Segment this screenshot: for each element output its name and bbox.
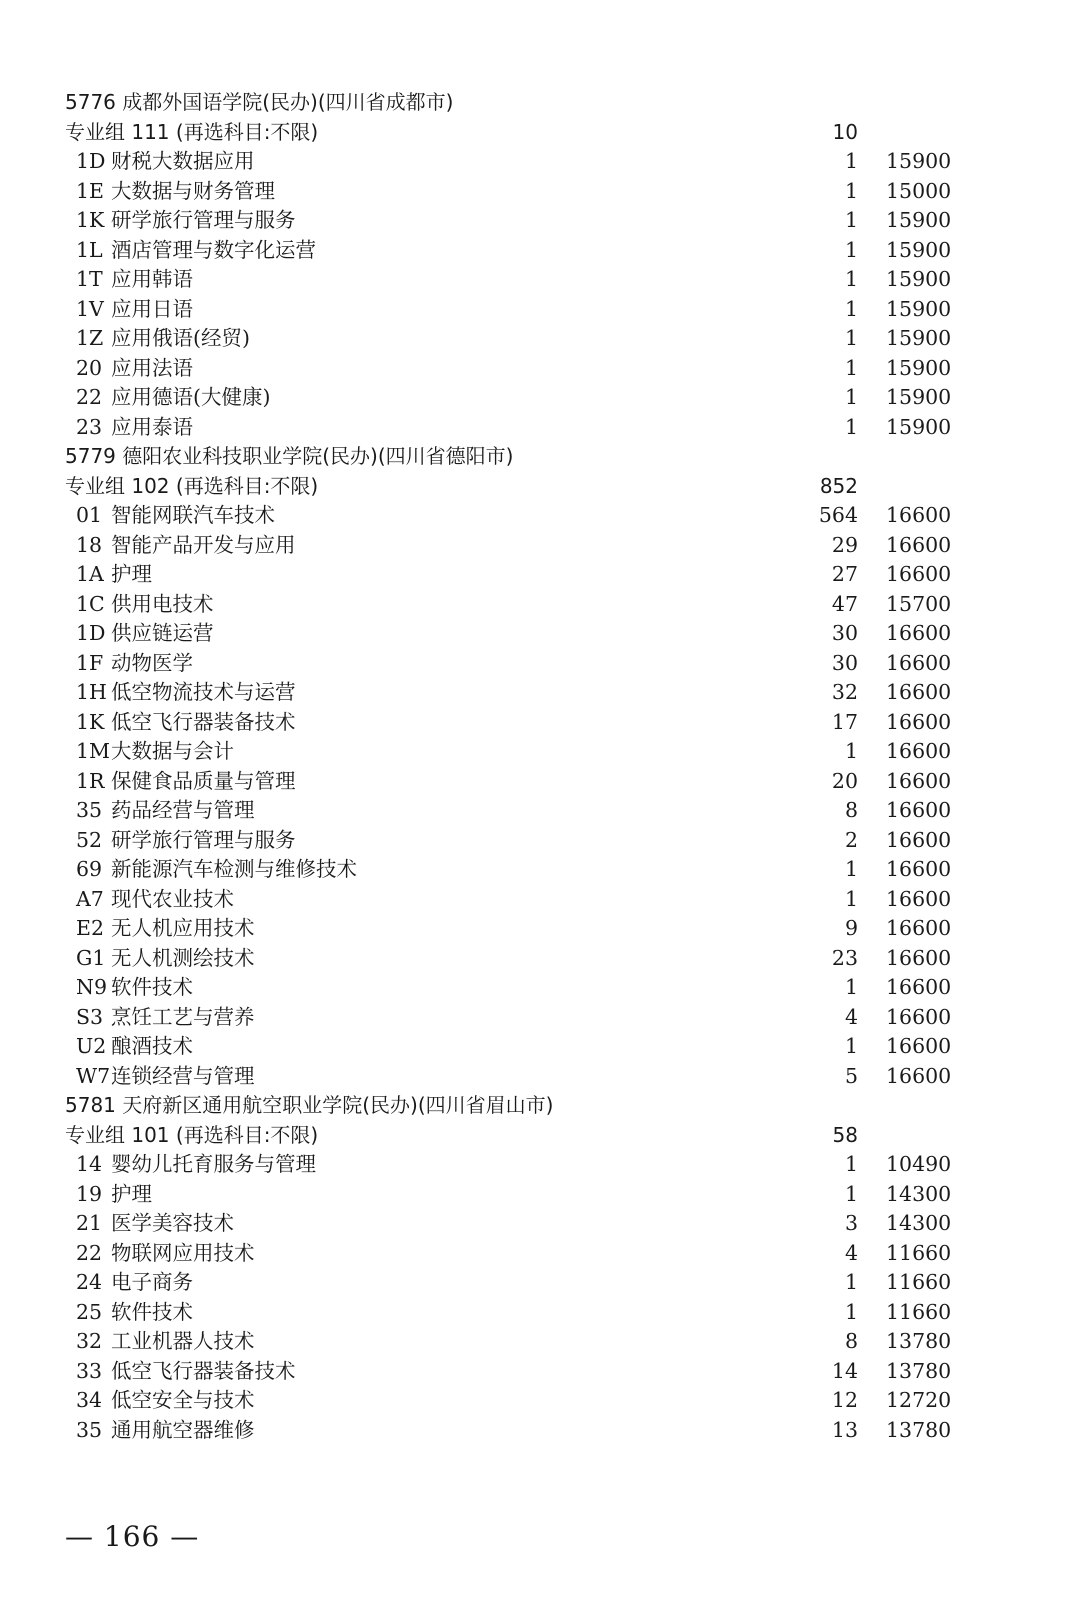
major-name: 新能源汽车检测与维修技术 — [111, 857, 357, 881]
tuition-fee: 16600 — [886, 945, 952, 970]
major-code: 22 — [76, 1240, 103, 1265]
college-header — [0, 88, 1080, 118]
major-code: 25 — [76, 1299, 103, 1324]
plan-count: 1 — [844, 857, 858, 881]
major-row — [0, 973, 1080, 1003]
plan-count: 30 — [831, 621, 858, 645]
major-name: 低空物流技术与运营 — [111, 680, 296, 704]
page-number: — 166 — — [65, 1520, 200, 1553]
major-row — [0, 147, 1080, 177]
plan-count: 1 — [844, 178, 858, 203]
major-name: 护理 — [111, 1181, 152, 1206]
major-code: 35 — [76, 798, 103, 822]
tuition-fee: 16600 — [886, 916, 952, 940]
major-row — [0, 1386, 1080, 1416]
plan-count: 1 — [844, 385, 858, 409]
major-row — [0, 1239, 1080, 1269]
plan-count: 1 — [844, 326, 858, 350]
group-total-plan: 58 — [832, 1122, 858, 1147]
major-name: 应用泰语 — [111, 414, 193, 439]
major-code: 23 — [76, 414, 103, 439]
major-name: 软件技术 — [111, 975, 193, 999]
admission-listing — [0, 88, 1080, 1445]
major-row — [0, 619, 1080, 649]
plan-count: 1 — [844, 1152, 858, 1176]
major-group-header — [0, 118, 1080, 148]
plan-count: 1 — [844, 739, 858, 763]
plan-count: 30 — [831, 650, 858, 675]
tuition-fee: 14300 — [886, 1211, 952, 1235]
tuition-fee: 15900 — [886, 385, 952, 409]
tuition-fee: 10490 — [886, 1152, 952, 1176]
major-name: 研学旅行管理与服务 — [111, 827, 296, 852]
major-name: 现代农业技术 — [111, 886, 234, 911]
plan-count: 14 — [831, 1358, 858, 1383]
major-code: E2 — [76, 916, 105, 940]
tuition-fee: 16600 — [886, 1004, 952, 1029]
major-row — [0, 501, 1080, 531]
plan-count: 9 — [844, 916, 858, 940]
major-row — [0, 295, 1080, 325]
major-row — [0, 826, 1080, 856]
tuition-fee: 11660 — [886, 1299, 952, 1324]
major-name: 物联网应用技术 — [111, 1240, 255, 1265]
major-code: 1L — [76, 237, 103, 262]
major-row — [0, 944, 1080, 974]
major-code: 1A — [76, 562, 104, 586]
major-name: 无人机应用技术 — [111, 916, 255, 940]
college-title: 5781 天府新区通用航空职业学院(民办)(四川省眉山市) — [65, 1093, 554, 1117]
major-code: 01 — [76, 503, 103, 527]
major-name: 婴幼儿托育服务与管理 — [111, 1152, 316, 1176]
group-label: 专业组 101 (再选科目:不限) — [65, 1122, 319, 1147]
tuition-fee: 16600 — [886, 503, 952, 527]
major-code: 1F — [76, 650, 104, 675]
plan-count: 5 — [844, 1063, 858, 1088]
plan-count: 1 — [844, 414, 858, 439]
major-code: 24 — [76, 1270, 103, 1294]
major-name: 应用韩语 — [111, 267, 193, 291]
major-code: 1K — [76, 208, 105, 232]
major-name: 低空飞行器装备技术 — [111, 1358, 296, 1383]
major-code: 32 — [76, 1329, 103, 1353]
tuition-fee: 16600 — [886, 680, 952, 704]
major-code: 52 — [76, 827, 103, 852]
major-row — [0, 560, 1080, 590]
major-name: 无人机测绘技术 — [111, 945, 255, 970]
major-code: 21 — [76, 1211, 103, 1235]
major-code: 1C — [76, 591, 105, 616]
major-name: 通用航空器维修 — [111, 1417, 255, 1442]
major-name: 医学美容技术 — [111, 1211, 234, 1235]
tuition-fee: 16600 — [886, 857, 952, 881]
major-name: 低空安全与技术 — [111, 1388, 255, 1412]
major-row — [0, 206, 1080, 236]
major-code: 19 — [76, 1181, 103, 1206]
major-code: 1E — [76, 178, 105, 203]
tuition-fee: 15900 — [886, 355, 952, 380]
plan-count: 12 — [831, 1388, 858, 1412]
tuition-fee: 15900 — [886, 414, 952, 439]
major-row — [0, 1416, 1080, 1446]
tuition-fee: 15900 — [886, 326, 952, 350]
plan-count: 8 — [844, 1329, 858, 1353]
major-row — [0, 324, 1080, 354]
tuition-fee: 15000 — [886, 178, 952, 203]
major-row — [0, 1327, 1080, 1357]
plan-count: 564 — [818, 503, 858, 527]
tuition-fee: 11660 — [886, 1270, 952, 1294]
tuition-fee: 16600 — [886, 975, 952, 999]
plan-count: 4 — [844, 1004, 858, 1029]
major-code: W7 — [76, 1063, 111, 1088]
major-row — [0, 1298, 1080, 1328]
tuition-fee: 16600 — [886, 650, 952, 675]
major-name: 财税大数据应用 — [111, 149, 255, 173]
plan-count: 13 — [831, 1417, 858, 1442]
college-title: 5779 德阳农业科技职业学院(民办)(四川省德阳市) — [65, 444, 514, 468]
college-header — [0, 1091, 1080, 1121]
group-total-plan: 852 — [819, 473, 858, 498]
major-row — [0, 1209, 1080, 1239]
plan-count: 1 — [844, 149, 858, 173]
tuition-fee: 11660 — [886, 1240, 952, 1265]
plan-count: 1 — [844, 296, 858, 321]
tuition-fee: 16600 — [886, 532, 952, 557]
major-code: 1D — [76, 149, 106, 173]
plan-count: 1 — [844, 975, 858, 999]
major-code: 33 — [76, 1358, 103, 1383]
major-row — [0, 265, 1080, 295]
tuition-fee: 15900 — [886, 208, 952, 232]
tuition-fee: 16600 — [886, 1063, 952, 1088]
major-group-header — [0, 472, 1080, 502]
major-name: 大数据与会计 — [111, 739, 234, 763]
tuition-fee: 16600 — [886, 827, 952, 852]
major-code: 1M — [76, 739, 111, 763]
tuition-fee: 15900 — [886, 267, 952, 291]
major-row — [0, 1003, 1080, 1033]
major-name: 酒店管理与数字化运营 — [111, 237, 316, 262]
major-group-header — [0, 1121, 1080, 1151]
major-row — [0, 855, 1080, 885]
major-row — [0, 737, 1080, 767]
group-label: 专业组 111 (再选科目:不限) — [65, 119, 319, 144]
tuition-fee: 15700 — [886, 591, 952, 616]
major-row — [0, 590, 1080, 620]
major-code: 1K — [76, 709, 105, 734]
major-row — [0, 383, 1080, 413]
major-name: 软件技术 — [111, 1299, 193, 1324]
tuition-fee: 15900 — [886, 237, 952, 262]
major-row — [0, 1062, 1080, 1092]
plan-count: 1 — [844, 1299, 858, 1324]
major-name: 智能产品开发与应用 — [111, 532, 296, 557]
plan-count: 1 — [844, 267, 858, 291]
tuition-fee: 16600 — [886, 768, 952, 793]
college-title: 5776 成都外国语学院(民办)(四川省成都市) — [65, 90, 454, 114]
major-row — [0, 914, 1080, 944]
tuition-fee: 15900 — [886, 149, 952, 173]
plan-count: 27 — [831, 562, 858, 586]
major-name: 电子商务 — [111, 1270, 193, 1294]
major-name: 智能网联汽车技术 — [111, 503, 275, 527]
major-row — [0, 1268, 1080, 1298]
plan-count: 2 — [844, 827, 858, 852]
plan-count: 1 — [844, 237, 858, 262]
major-name: 研学旅行管理与服务 — [111, 208, 296, 232]
major-name: 大数据与财务管理 — [111, 178, 275, 203]
college-header — [0, 442, 1080, 472]
tuition-fee: 16600 — [886, 886, 952, 911]
major-name: 供用电技术 — [111, 591, 214, 616]
major-code: 1R — [76, 768, 105, 793]
tuition-fee: 15900 — [886, 296, 952, 321]
major-code: 35 — [76, 1417, 103, 1442]
tuition-fee: 13780 — [886, 1358, 952, 1383]
major-name: 供应链运营 — [111, 621, 214, 645]
major-name: 应用法语 — [111, 355, 193, 380]
major-row — [0, 1150, 1080, 1180]
group-total-plan: 10 — [832, 119, 858, 144]
major-code: N9 — [76, 975, 107, 999]
major-name: 工业机器人技术 — [111, 1329, 255, 1353]
tuition-fee: 14300 — [886, 1181, 952, 1206]
major-code: 69 — [76, 857, 103, 881]
major-row — [0, 885, 1080, 915]
major-row — [0, 177, 1080, 207]
major-code: 18 — [76, 532, 103, 557]
major-code: 1V — [76, 296, 104, 321]
tuition-fee: 12720 — [886, 1388, 952, 1412]
tuition-fee: 16600 — [886, 709, 952, 734]
major-row — [0, 796, 1080, 826]
plan-count: 1 — [844, 208, 858, 232]
major-row — [0, 531, 1080, 561]
major-name: 连锁经营与管理 — [111, 1063, 255, 1088]
major-code: 1D — [76, 621, 106, 645]
major-row — [0, 649, 1080, 679]
tuition-fee: 16600 — [886, 621, 952, 645]
major-name: 应用俄语(经贸) — [111, 326, 250, 350]
major-code: 22 — [76, 385, 103, 409]
tuition-fee: 16600 — [886, 739, 952, 763]
major-row — [0, 413, 1080, 443]
major-code: 1H — [76, 680, 107, 704]
plan-count: 32 — [831, 680, 858, 704]
major-row — [0, 678, 1080, 708]
tuition-fee: 13780 — [886, 1329, 952, 1353]
plan-count: 1 — [844, 1034, 858, 1058]
tuition-fee: 13780 — [886, 1417, 952, 1442]
major-row — [0, 1357, 1080, 1387]
major-row — [0, 1180, 1080, 1210]
major-name: 护理 — [111, 562, 152, 586]
major-code: 34 — [76, 1388, 103, 1412]
major-row — [0, 354, 1080, 384]
plan-count: 1 — [844, 355, 858, 380]
major-name: 药品经营与管理 — [111, 798, 255, 822]
major-code: 14 — [76, 1152, 103, 1176]
tuition-fee: 16600 — [886, 562, 952, 586]
major-name: 烹饪工艺与营养 — [111, 1004, 255, 1029]
plan-count: 3 — [844, 1211, 858, 1235]
plan-count: 8 — [844, 798, 858, 822]
plan-count: 23 — [831, 945, 858, 970]
plan-count: 29 — [831, 532, 858, 557]
major-code: 20 — [76, 355, 103, 380]
major-code: S3 — [76, 1004, 104, 1029]
major-row — [0, 236, 1080, 266]
major-row — [0, 708, 1080, 738]
major-code: G1 — [76, 945, 106, 970]
plan-count: 1 — [844, 1270, 858, 1294]
tuition-fee: 16600 — [886, 798, 952, 822]
major-code: 1Z — [76, 326, 104, 350]
group-label: 专业组 102 (再选科目:不限) — [65, 473, 319, 498]
major-name: 酿酒技术 — [111, 1034, 193, 1058]
major-name: 应用德语(大健康) — [111, 385, 271, 409]
major-name: 低空飞行器装备技术 — [111, 709, 296, 734]
major-code: U2 — [76, 1034, 107, 1058]
plan-count: 20 — [831, 768, 858, 793]
plan-count: 1 — [844, 1181, 858, 1206]
major-name: 动物医学 — [111, 650, 193, 675]
tuition-fee: 16600 — [886, 1034, 952, 1058]
major-name: 保健食品质量与管理 — [111, 768, 296, 793]
major-name: 应用日语 — [111, 296, 193, 321]
plan-count: 47 — [831, 591, 858, 616]
major-row — [0, 767, 1080, 797]
major-code: A7 — [76, 886, 104, 911]
major-code: 1T — [76, 267, 103, 291]
major-row — [0, 1032, 1080, 1062]
plan-count: 4 — [844, 1240, 858, 1265]
plan-count: 17 — [831, 709, 858, 734]
plan-count: 1 — [844, 886, 858, 911]
